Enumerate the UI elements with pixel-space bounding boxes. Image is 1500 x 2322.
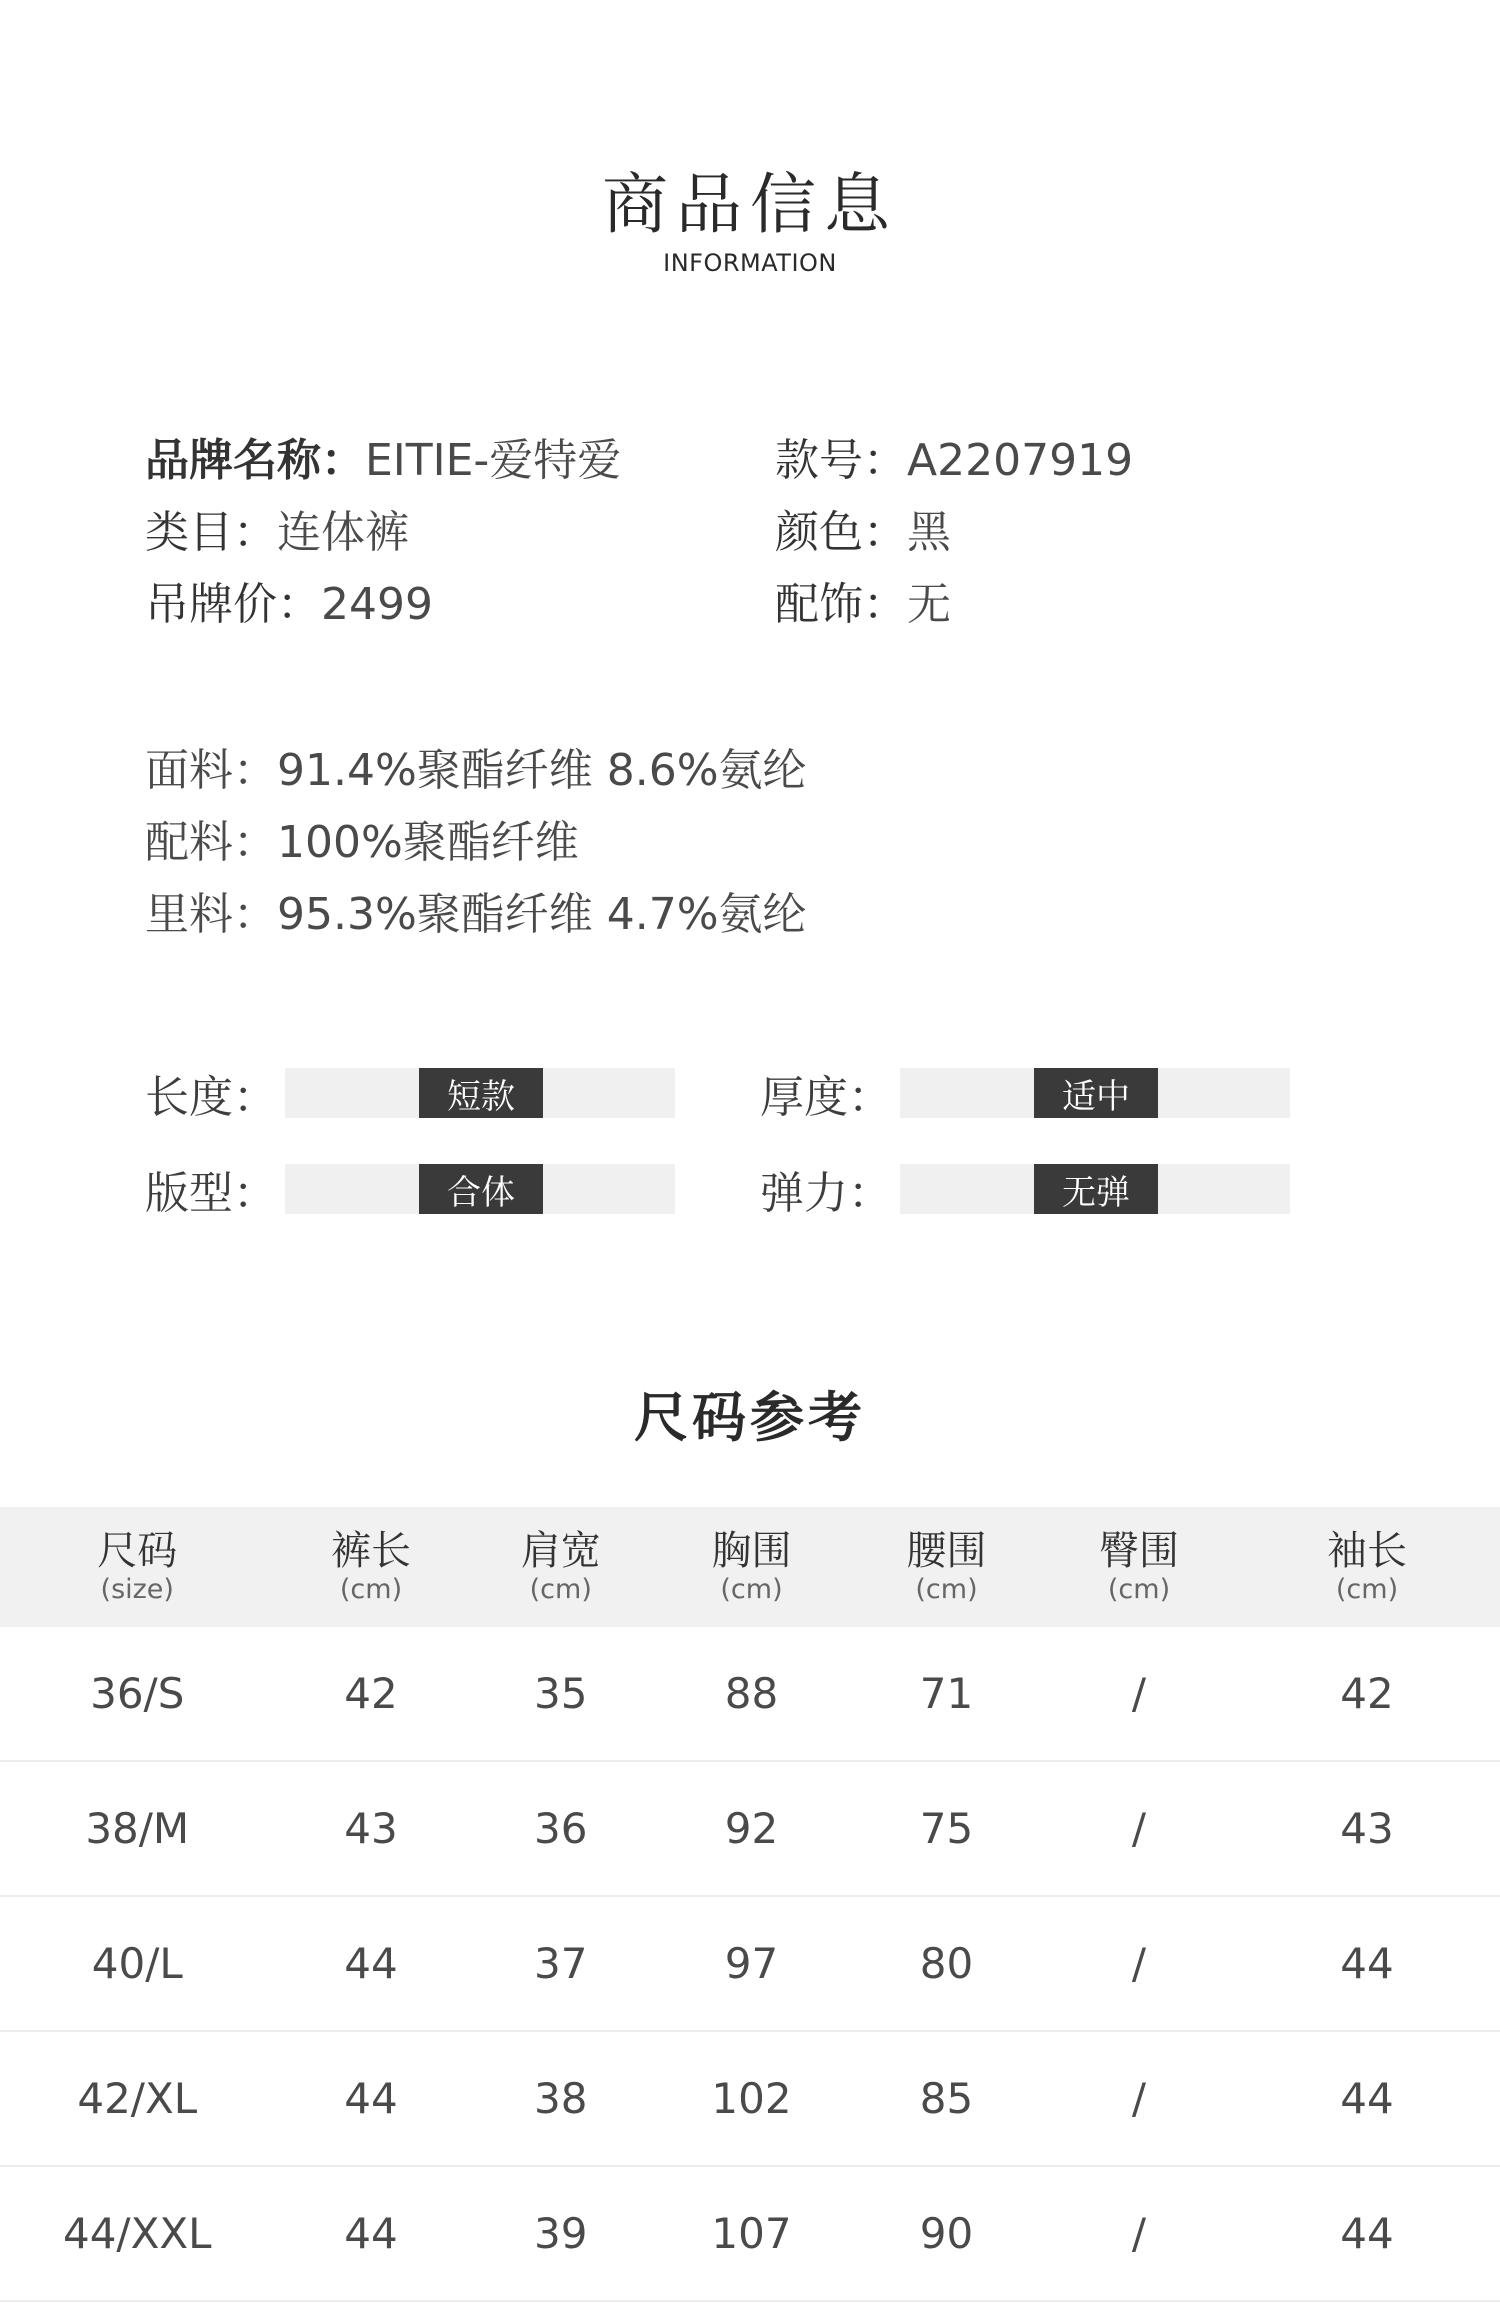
attribute-panel (145, 1045, 1375, 1237)
header-unit: (cm) (529, 1574, 592, 1605)
brand-field (145, 424, 775, 488)
header-chest (654, 1528, 849, 1606)
stretch-label: 弹力： (760, 1168, 892, 1219)
cell-sleeve: 44 (1340, 2209, 1394, 2258)
cell-sleeve: 44 (1340, 2074, 1394, 2123)
cell-size: 36/S (90, 1669, 185, 1718)
cell-shoulder: 35 (534, 1669, 588, 1718)
cell-length: 44 (344, 2074, 398, 2123)
header-size (0, 1528, 275, 1606)
page-title-block (0, 165, 1500, 277)
cell-chest: 97 (724, 1939, 779, 1988)
cell-hip: / (1131, 1804, 1147, 1853)
fabric-info (145, 735, 807, 951)
category-value: 连体裤 (277, 507, 409, 558)
table-row (0, 1897, 1500, 2032)
fit-attribute (145, 1157, 760, 1221)
cell-waist: 85 (919, 2074, 974, 2123)
cell-size: 40/L (91, 1939, 183, 1988)
header-label: 袖长 (1327, 1528, 1407, 1574)
attribute-row (145, 1045, 1375, 1141)
cell-shoulder: 38 (534, 2074, 588, 2123)
header-unit: (cm) (339, 1574, 403, 1605)
cell-shoulder: 36 (534, 1804, 588, 1853)
thickness-tag: 适中 (1034, 1068, 1158, 1118)
table-row (0, 2167, 1500, 2302)
cell-length: 43 (344, 1804, 398, 1853)
header-hip (1044, 1528, 1234, 1606)
style-field (775, 424, 1405, 488)
header-unit: (cm) (1335, 1574, 1399, 1605)
header-unit: (cm) (720, 1574, 783, 1605)
header-label: 腰围 (906, 1528, 987, 1574)
category-label: 类目： (145, 507, 277, 558)
price-value: 2499 (321, 579, 433, 630)
header-label: 臀围 (1099, 1528, 1179, 1574)
accessory-value: 无 (907, 579, 951, 630)
thickness-label: 厚度： (760, 1072, 892, 1123)
cell-sleeve: 44 (1340, 1939, 1394, 1988)
table-row (0, 2032, 1500, 2167)
stretch-bar (900, 1164, 1290, 1214)
cell-waist: 71 (919, 1669, 974, 1718)
cell-hip: / (1131, 1939, 1147, 1988)
header-sleeve (1234, 1528, 1500, 1606)
thickness-bar (900, 1068, 1290, 1118)
size-table-header (0, 1507, 1500, 1627)
cell-waist: 75 (919, 1804, 974, 1853)
header-label: 裤长 (331, 1528, 411, 1574)
cell-chest: 92 (724, 1804, 779, 1853)
cell-length: 42 (344, 1669, 398, 1718)
product-info (145, 420, 1405, 636)
cell-chest: 102 (711, 2074, 792, 2123)
color-label: 颜色： (775, 507, 907, 558)
page-subtitle: INFORMATION (663, 249, 837, 277)
page-title: 商品信息 (602, 166, 898, 243)
header-unit: (cm) (915, 1574, 978, 1605)
attribute-row (145, 1141, 1375, 1237)
cell-size: 44/XXL (62, 2209, 212, 2258)
cell-shoulder: 39 (534, 2209, 588, 2258)
cell-sleeve: 43 (1340, 1804, 1394, 1853)
accessory-field (775, 568, 1405, 632)
header-label: 肩宽 (520, 1528, 601, 1574)
fit-tag: 合体 (419, 1164, 543, 1214)
thickness-attribute (760, 1061, 1375, 1125)
color-field (775, 496, 1405, 560)
style-label: 款号： (775, 435, 907, 486)
price-label: 吊牌价： (145, 579, 321, 630)
length-attribute (145, 1061, 760, 1125)
cell-hip: / (1131, 1669, 1147, 1718)
fit-label: 版型： (145, 1168, 277, 1219)
header-unit: (size) (100, 1574, 174, 1605)
cell-length: 44 (344, 2209, 398, 2258)
cell-hip: / (1131, 2074, 1147, 2123)
color-value: 黑 (907, 507, 951, 558)
cell-sleeve: 42 (1340, 1669, 1394, 1718)
cell-waist: 80 (919, 1939, 974, 1988)
table-row (0, 1762, 1500, 1897)
header-unit: (cm) (1107, 1574, 1171, 1605)
size-table-body (0, 1627, 1500, 2302)
size-table (0, 1507, 1500, 2302)
cell-size: 38/M (85, 1804, 190, 1853)
category-field (145, 496, 775, 560)
brand-label: 品牌名称： (145, 435, 365, 486)
table-row (0, 1627, 1500, 1762)
cell-hip: / (1131, 2209, 1147, 2258)
cell-shoulder: 37 (534, 1939, 588, 1988)
cell-chest: 107 (711, 2209, 792, 2258)
info-row (145, 420, 1405, 492)
stretch-tag: 无弹 (1034, 1164, 1158, 1214)
cell-length: 44 (344, 1939, 398, 1988)
header-label: 尺码 (97, 1528, 178, 1574)
cell-waist: 90 (919, 2209, 974, 2258)
price-field (145, 568, 775, 632)
fit-bar (285, 1164, 675, 1214)
length-bar (285, 1068, 675, 1118)
info-row (145, 492, 1405, 564)
lining-fabric: 里料：95.3%聚酯纤维 4.7%氨纶 (145, 889, 807, 940)
stretch-attribute (760, 1157, 1375, 1221)
header-shoulder (468, 1528, 655, 1606)
info-row (145, 564, 1405, 636)
header-waist (849, 1528, 1044, 1606)
style-value: A2207919 (907, 435, 1134, 486)
cell-size: 42/XL (77, 2074, 198, 2123)
header-length (275, 1528, 468, 1606)
main-fabric: 面料：91.4%聚酯纤维 8.6%氨纶 (145, 745, 807, 796)
accessory-label: 配饰： (775, 579, 907, 630)
trim-fabric: 配料：100%聚酯纤维 (145, 817, 579, 868)
cell-chest: 88 (724, 1669, 779, 1718)
brand-value: EITIE-爱特爱 (365, 435, 622, 486)
header-label: 胸围 (711, 1528, 792, 1574)
length-label: 长度： (145, 1072, 277, 1123)
size-chart-title: 尺码参考 (634, 1386, 866, 1449)
length-tag: 短款 (419, 1068, 543, 1118)
